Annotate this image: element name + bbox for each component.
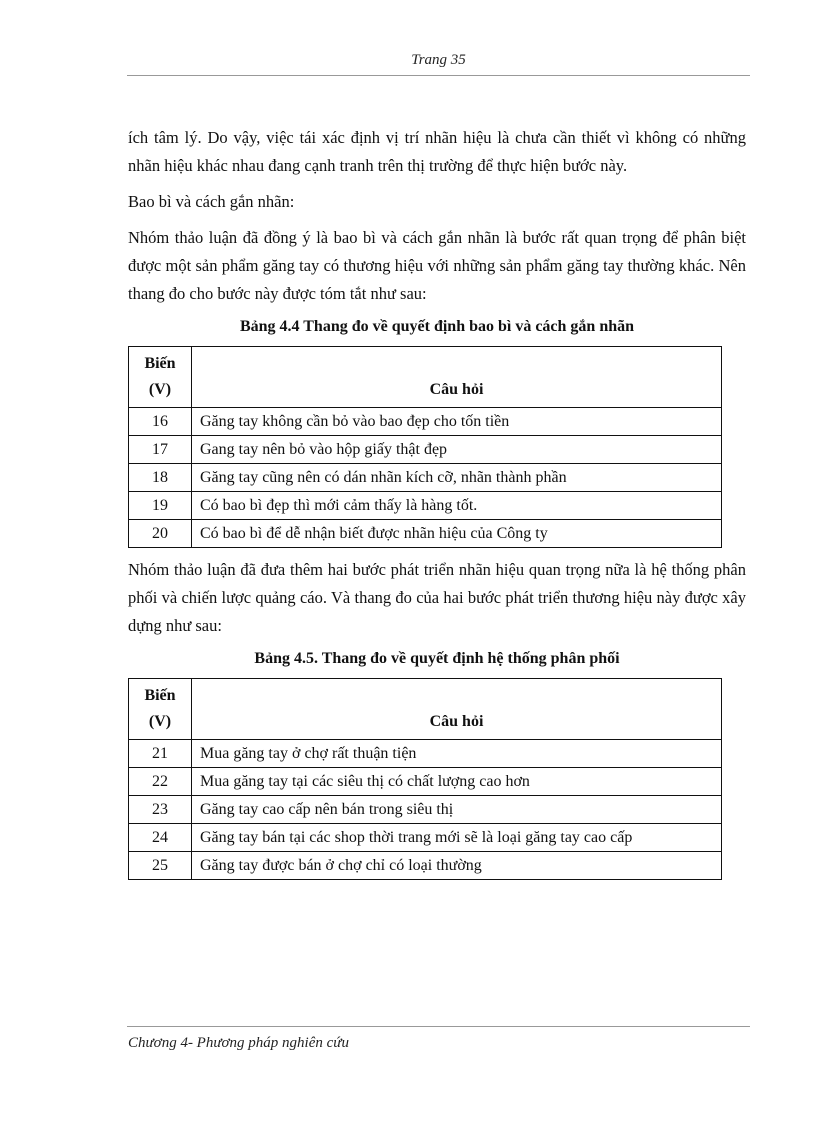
distribution-scale-table — [128, 678, 722, 880]
table-1-caption: Bảng 4.4 Thang đo về quyết định bao bì và cách gắn nhãn — [239, 318, 635, 335]
table-row — [129, 464, 722, 492]
question-column-header: Câu hỏi — [192, 679, 722, 740]
question-text: Có bao bì để dễ nhận biết được nhãn hiệu của Công ty — [192, 520, 722, 548]
variable-number: 22 — [129, 768, 192, 796]
page-header: Trang 35 — [411, 52, 466, 68]
variable-number: 24 — [129, 824, 192, 852]
variable-number: 25 — [129, 852, 192, 880]
question-text: Gang tay nên bỏ vào hộp giấy thật đẹp — [192, 436, 722, 464]
table-row — [129, 740, 722, 768]
variable-column-header — [129, 347, 192, 408]
variable-number: 19 — [129, 492, 192, 520]
table-row — [129, 436, 722, 464]
page-body — [128, 124, 746, 888]
question-text: Găng tay không cần bỏ vào bao đẹp cho tốn tiền — [192, 408, 722, 436]
header-var-line2: (V) — [148, 381, 172, 398]
question-text: Mua găng tay tại các siêu thị có chất lượng cao hơn — [192, 768, 722, 796]
table-row — [129, 852, 722, 880]
table-row — [129, 408, 722, 436]
header-divider — [127, 75, 750, 76]
variable-number: 16 — [129, 408, 192, 436]
table-2-caption: Bảng 4.5. Thang đo về quyết định hệ thống phân phối — [254, 650, 620, 667]
variable-number: 21 — [129, 740, 192, 768]
question-text: Găng tay bán tại các shop thời trang mới sẽ là loại găng tay cao cấp — [192, 824, 722, 852]
question-text: Găng tay được bán ở chợ chỉ có loại thường — [192, 852, 722, 880]
header-var-line1: Biến — [144, 687, 176, 704]
page-footer: Chương 4- Phương pháp nghiên cứu — [128, 1035, 349, 1051]
footer-divider — [127, 1026, 750, 1027]
question-text: Mua găng tay ở chợ rất thuận tiện — [192, 740, 722, 768]
header-var-line2: (V) — [148, 713, 172, 730]
variable-number: 20 — [129, 520, 192, 548]
question-text: Găng tay cũng nên có dán nhãn kích cỡ, nhãn thành phần — [192, 464, 722, 492]
table-row — [129, 768, 722, 796]
table-row — [129, 492, 722, 520]
table-row — [129, 824, 722, 852]
variable-number: 18 — [129, 464, 192, 492]
paragraph-3: Nhóm thảo luận đã đồng ý là bao bì và cách gắn nhãn là bước rất quan trọng để phân biệt được một sản phẩm găng tay có thương hiệu với những sản phẩm găng tay thường khác. Nên thang đo cho bước này được tóm tắt như sau: — [128, 228, 746, 303]
variable-number: 17 — [129, 436, 192, 464]
table-row — [129, 520, 722, 548]
header-var-line1: Biến — [144, 355, 176, 372]
question-column-header: Câu hỏi — [192, 347, 722, 408]
table-header-row — [129, 347, 722, 408]
table-header-row — [129, 679, 722, 740]
variable-number: 23 — [129, 796, 192, 824]
question-text: Có bao bì đẹp thì mới cảm thấy là hàng tốt. — [192, 492, 722, 520]
paragraph-1: ích tâm lý. Do vậy, việc tái xác định vị trí nhãn hiệu là chưa cần thiết vì không có những nhãn hiệu khác nhau đang cạnh tranh trên thị trường để thực hiện bước này. — [128, 128, 746, 175]
paragraph-2: Bao bì và cách gắn nhãn: — [128, 192, 295, 211]
packaging-scale-table — [128, 346, 722, 548]
question-text: Găng tay cao cấp nên bán trong siêu thị — [192, 796, 722, 824]
paragraph-4: Nhóm thảo luận đã đưa thêm hai bước phát triển nhãn hiệu quan trọng nữa là hệ thống phân phối và chiến lược quảng cáo. Và thang đo của hai bước phát triển thương hiệu này được xây dựng như sau: — [128, 560, 746, 635]
variable-column-header — [129, 679, 192, 740]
table-row — [129, 796, 722, 824]
